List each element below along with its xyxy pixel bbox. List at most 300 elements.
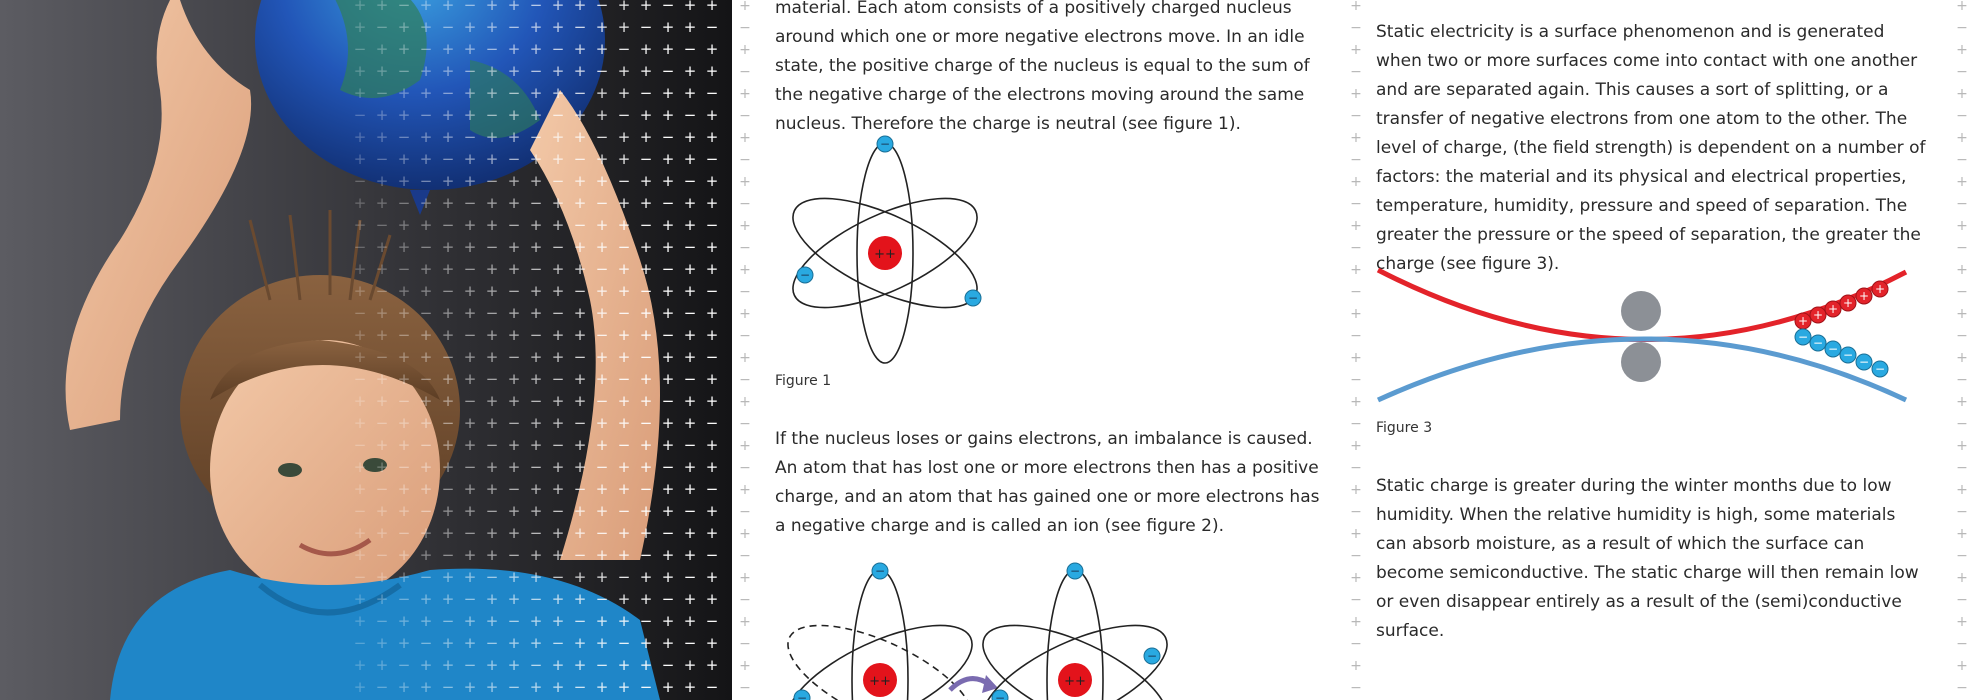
right-column-bottom [1376, 472, 1931, 646]
pattern-glyph: − [617, 304, 631, 322]
pattern-glyph: − [573, 282, 587, 300]
pattern-glyph: + [353, 260, 367, 278]
pattern-glyph: + [397, 84, 411, 102]
pattern-glyph: − [375, 150, 389, 168]
pattern-glyph: − [617, 40, 631, 58]
pattern-glyph: − [551, 634, 565, 652]
pattern-glyph: − [617, 568, 631, 586]
pattern-glyph: + [441, 128, 455, 146]
pattern-glyph: + [1350, 438, 1362, 454]
pattern-glyph: + [595, 304, 609, 322]
pattern-glyph: − [683, 40, 697, 58]
negative-charge-sign: − [1827, 342, 1839, 356]
pattern-glyph: − [661, 194, 675, 212]
pattern-glyph: + [419, 62, 433, 80]
pattern-glyph: − [397, 194, 411, 212]
pattern-glyph: + [661, 436, 675, 454]
pattern-glyph: + [617, 458, 631, 476]
pattern-glyph: + [661, 546, 675, 564]
pattern-glyph: + [353, 150, 367, 168]
pattern-glyph: + [595, 634, 609, 652]
pattern-glyph: + [485, 612, 499, 630]
pattern-glyph: + [705, 0, 719, 14]
pattern-glyph: + [441, 656, 455, 674]
pattern-glyph: + [375, 524, 389, 542]
pattern-glyph: + [1350, 570, 1362, 586]
pattern-glyph: + [485, 348, 499, 366]
pattern-glyph: − [1350, 240, 1362, 256]
pattern-glyph: − [397, 0, 411, 14]
pattern-glyph: + [595, 282, 609, 300]
pattern-glyph: + [419, 524, 433, 542]
pattern-glyph: − [485, 106, 499, 124]
pattern-glyph: + [617, 260, 631, 278]
pattern-glyph: − [595, 656, 609, 674]
pattern-glyph: − [507, 348, 521, 366]
pattern-glyph: + [739, 438, 751, 454]
pattern-glyph: + [529, 172, 543, 190]
pattern-glyph: − [529, 656, 543, 674]
pattern-glyph: + [551, 458, 565, 476]
pattern-glyph: − [441, 18, 455, 36]
pattern-glyph: + [595, 150, 609, 168]
pattern-glyph: + [507, 260, 521, 278]
pattern-glyph: + [639, 370, 653, 388]
pattern-glyph: − [705, 84, 719, 102]
pattern-glyph: − [551, 238, 565, 256]
pattern-glyph: + [573, 0, 587, 14]
pattern-glyph: + [419, 590, 433, 608]
figure-2-ions [780, 560, 1180, 700]
pattern-glyph: − [639, 414, 653, 432]
pattern-glyph: + [353, 480, 367, 498]
pattern-glyph: + [683, 392, 697, 410]
paragraph-atom-structure: material. Each atom consists of a positively charged nucleus around which one or more negative electrons move. In an idle state, the positive charge of the nucleus is equal to the sum of the negative charge of the electrons moving around the same nucleus. Therefore the charge is neutral (see figure 1). [775, 0, 1310, 134]
pattern-glyph: + [485, 84, 499, 102]
pattern-glyph: + [353, 326, 367, 344]
pattern-glyph: + [639, 326, 653, 344]
pattern-glyph: − [419, 436, 433, 454]
pattern-glyph: − [397, 128, 411, 146]
pattern-glyph: + [661, 612, 675, 630]
pattern-glyph: + [375, 656, 389, 674]
pattern-glyph: − [419, 568, 433, 586]
pattern-glyph: − [463, 194, 477, 212]
pattern-glyph: − [507, 84, 521, 102]
pattern-glyph: + [375, 238, 389, 256]
pattern-glyph: + [595, 216, 609, 234]
pattern-glyph: + [705, 524, 719, 542]
pattern-glyph: + [375, 172, 389, 190]
pattern-glyph: + [551, 62, 565, 80]
pattern-glyph: + [551, 546, 565, 564]
pattern-glyph: − [375, 282, 389, 300]
pattern-glyph: − [353, 40, 367, 58]
pattern-glyph: − [441, 678, 455, 696]
pattern-glyph: + [485, 524, 499, 542]
pattern-glyph: + [617, 590, 631, 608]
pattern-glyph: − [639, 546, 653, 564]
pattern-glyph: + [419, 678, 433, 696]
pattern-glyph: + [573, 238, 587, 256]
pattern-glyph: − [639, 480, 653, 498]
pattern-glyph: + [485, 62, 499, 80]
pattern-glyph: − [419, 172, 433, 190]
pattern-glyph: − [1956, 196, 1968, 212]
pattern-glyph: − [683, 502, 697, 520]
pattern-glyph: + [595, 480, 609, 498]
pattern-glyph: + [353, 0, 367, 14]
pattern-glyph: − [595, 458, 609, 476]
pattern-glyph: + [353, 282, 367, 300]
pattern-glyph: + [419, 128, 433, 146]
pattern-glyph: − [551, 106, 565, 124]
pattern-glyph: + [551, 18, 565, 36]
pattern-glyph: + [463, 678, 477, 696]
pattern-glyph: + [397, 414, 411, 432]
pattern-glyph: − [705, 414, 719, 432]
pattern-glyph: + [1350, 0, 1362, 14]
pattern-glyph: + [485, 216, 499, 234]
pattern-glyph: + [375, 40, 389, 58]
pattern-glyph: + [683, 590, 697, 608]
pattern-glyph: + [551, 348, 565, 366]
pattern-glyph: + [375, 326, 389, 344]
pattern-glyph: + [463, 568, 477, 586]
pattern-glyph: − [683, 436, 697, 454]
pattern-glyph: − [661, 62, 675, 80]
pattern-glyph: − [485, 172, 499, 190]
pattern-glyph: + [419, 546, 433, 564]
pattern-glyph: − [1956, 460, 1968, 476]
pattern-glyph: + [419, 18, 433, 36]
pattern-glyph: − [551, 304, 565, 322]
pattern-glyph: + [639, 568, 653, 586]
pattern-glyph: + [705, 40, 719, 58]
electron-sign: − [796, 691, 808, 700]
pattern-glyph: − [419, 40, 433, 58]
pattern-glyph: + [375, 392, 389, 410]
pattern-glyph: + [419, 458, 433, 476]
pattern-glyph: − [1350, 636, 1362, 652]
pattern-glyph: + [375, 62, 389, 80]
pattern-glyph: − [441, 414, 455, 432]
pattern-glyph: + [661, 414, 675, 432]
pattern-glyph: − [739, 372, 751, 388]
pattern-glyph: − [573, 480, 587, 498]
pattern-glyph: + [353, 524, 367, 542]
pattern-glyph: − [683, 304, 697, 322]
pattern-glyph: + [353, 348, 367, 366]
pattern-glyph: + [419, 282, 433, 300]
pattern-glyph: + [507, 392, 521, 410]
pattern-glyph: − [739, 64, 751, 80]
electron-sign: − [799, 268, 811, 282]
pattern-glyph: + [507, 194, 521, 212]
pattern-glyph: + [463, 282, 477, 300]
pattern-glyph: + [639, 590, 653, 608]
pattern-glyph: − [529, 0, 543, 14]
pattern-glyph: − [683, 568, 697, 586]
pattern-glyph: − [529, 524, 543, 542]
pattern-glyph: + [595, 546, 609, 564]
pattern-glyph: − [375, 546, 389, 564]
pattern-glyph: + [1956, 218, 1968, 234]
pattern-glyph: + [739, 262, 751, 278]
pattern-glyph: + [705, 392, 719, 410]
figure-1-caption: Figure 1 [775, 373, 832, 389]
pattern-glyph: + [397, 436, 411, 454]
pattern-glyph: − [1956, 20, 1968, 36]
pattern-glyph: − [595, 62, 609, 80]
negative-charge-sign: − [1874, 362, 1886, 376]
pattern-glyph: + [485, 150, 499, 168]
pattern-glyph: + [375, 502, 389, 520]
pattern-glyph: + [551, 590, 565, 608]
pattern-glyph: − [397, 326, 411, 344]
pattern-glyph: − [463, 524, 477, 542]
pattern-glyph: + [353, 612, 367, 630]
pattern-glyph: + [617, 348, 631, 366]
pattern-glyph: − [1956, 284, 1968, 300]
electron-sign: − [1146, 649, 1158, 663]
pattern-glyph: + [573, 128, 587, 146]
pattern-glyph: + [739, 526, 751, 542]
pattern-glyph: − [507, 282, 521, 300]
pattern-glyph: + [617, 194, 631, 212]
pattern-glyph: + [485, 260, 499, 278]
pattern-glyph: − [507, 414, 521, 432]
pattern-glyph: + [375, 128, 389, 146]
figure-3-separation [1376, 258, 1916, 418]
pattern-glyph: − [573, 414, 587, 432]
pattern-glyph: + [529, 370, 543, 388]
pattern-glyph: − [375, 678, 389, 696]
pattern-glyph: − [739, 284, 751, 300]
pattern-glyph: + [639, 634, 653, 652]
pattern-glyph: − [375, 18, 389, 36]
pattern-glyph: + [661, 238, 675, 256]
pattern-glyph: − [1350, 20, 1362, 36]
pattern-glyph: − [739, 680, 751, 696]
pattern-glyph: + [353, 128, 367, 146]
pattern-glyph: + [397, 150, 411, 168]
pattern-glyph: + [507, 458, 521, 476]
pattern-glyph: + [595, 84, 609, 102]
positive-charge-sign: + [1842, 296, 1854, 310]
pattern-glyph: + [739, 42, 751, 58]
pattern-glyph: + [397, 216, 411, 234]
pattern-glyph: − [573, 546, 587, 564]
pattern-glyph: + [705, 634, 719, 652]
pattern-glyph: + [573, 40, 587, 58]
pattern-glyph: + [353, 18, 367, 36]
pattern-glyph: − [705, 612, 719, 630]
pattern-glyph: − [1350, 64, 1362, 80]
pattern-glyph: + [441, 436, 455, 454]
pattern-glyph: + [441, 106, 455, 124]
pattern-glyph: − [573, 678, 587, 696]
pattern-glyph: − [485, 304, 499, 322]
pattern-glyph: + [375, 590, 389, 608]
pattern-glyph: + [595, 106, 609, 124]
pattern-glyph: + [551, 656, 565, 674]
pattern-glyph: + [595, 414, 609, 432]
pattern-glyph: − [397, 590, 411, 608]
pattern-glyph: + [463, 436, 477, 454]
pattern-glyph: + [1350, 42, 1362, 58]
pattern-glyph: + [639, 392, 653, 410]
pattern-glyph: − [1350, 416, 1362, 432]
pattern-glyph: − [705, 546, 719, 564]
paragraph-imbalance: If the nucleus loses or gains electrons, an imbalance is caused. An atom that has lost one or more electrons then has a positive charge, and an atom that has gained one or more electrons has a negative charge and is called an ion (see figure 2). [775, 429, 1320, 536]
pattern-glyph: + [639, 62, 653, 80]
pattern-glyph: + [353, 678, 367, 696]
pattern-glyph: − [551, 172, 565, 190]
pattern-glyph: + [1956, 130, 1968, 146]
pattern-glyph: + [419, 84, 433, 102]
pattern-glyph: + [529, 216, 543, 234]
pattern-glyph: + [463, 18, 477, 36]
pattern-glyph: + [661, 304, 675, 322]
pattern-glyph: − [353, 106, 367, 124]
pattern-glyph: − [485, 40, 499, 58]
pattern-glyph: + [419, 392, 433, 410]
pattern-glyph: − [705, 18, 719, 36]
pattern-glyph: + [683, 18, 697, 36]
pattern-glyph: + [617, 678, 631, 696]
pattern-glyph: − [353, 370, 367, 388]
pattern-glyph: + [573, 62, 587, 80]
pattern-glyph: − [419, 370, 433, 388]
pattern-glyph: − [661, 0, 675, 14]
pattern-glyph: + [639, 436, 653, 454]
pattern-glyph: + [419, 0, 433, 14]
pattern-glyph: + [529, 568, 543, 586]
figure-1-atom [780, 130, 990, 370]
pattern-glyph: + [507, 436, 521, 454]
pattern-glyph: + [1956, 438, 1968, 454]
pattern-glyph: − [739, 636, 751, 652]
pattern-glyph: + [397, 634, 411, 652]
pattern-glyph: − [595, 326, 609, 344]
pattern-glyph: + [661, 216, 675, 234]
pattern-glyph: + [353, 656, 367, 674]
pattern-glyph: + [573, 172, 587, 190]
pattern-glyph: + [1350, 658, 1362, 674]
pattern-glyph: + [529, 480, 543, 498]
pattern-glyph: + [1350, 262, 1362, 278]
pattern-glyph: − [617, 634, 631, 652]
pattern-glyph: + [661, 172, 675, 190]
pattern-glyph: + [1956, 394, 1968, 410]
pattern-glyph: + [739, 0, 751, 14]
pattern-glyph: + [485, 18, 499, 36]
pattern-glyph: + [485, 282, 499, 300]
pattern-glyph: + [683, 216, 697, 234]
pattern-glyph: + [705, 260, 719, 278]
pattern-glyph: + [463, 634, 477, 652]
pattern-glyph: + [739, 482, 751, 498]
pattern-glyph: + [375, 304, 389, 322]
pattern-glyph: + [375, 458, 389, 476]
pattern-glyph: + [441, 40, 455, 58]
pattern-glyph: − [529, 590, 543, 608]
pattern-glyph: + [739, 306, 751, 322]
pattern-glyph: + [551, 128, 565, 146]
pattern-glyph: − [507, 612, 521, 630]
pattern-glyph: + [573, 634, 587, 652]
pattern-glyph: + [661, 568, 675, 586]
pattern-glyph: + [507, 326, 521, 344]
pattern-glyph: + [661, 150, 675, 168]
pattern-glyph: + [573, 436, 587, 454]
pattern-glyph: + [551, 414, 565, 432]
pattern-glyph: + [705, 590, 719, 608]
pattern-glyph: − [617, 238, 631, 256]
pattern-glyph: + [441, 370, 455, 388]
pattern-glyph: + [617, 216, 631, 234]
pattern-glyph: + [463, 612, 477, 630]
pattern-glyph: + [551, 194, 565, 212]
electron-sign: − [879, 137, 891, 151]
pattern-glyph: − [1956, 108, 1968, 124]
pattern-glyph: + [639, 172, 653, 190]
pattern-glyph: + [419, 656, 433, 674]
pattern-glyph: + [397, 348, 411, 366]
pattern-glyph: + [617, 128, 631, 146]
separator-strip-right [1952, 0, 1972, 700]
pattern-glyph: − [595, 524, 609, 542]
pattern-glyph: + [1956, 526, 1968, 542]
pattern-glyph: + [507, 62, 521, 80]
pattern-glyph: + [617, 62, 631, 80]
pattern-glyph: + [485, 194, 499, 212]
pattern-glyph: + [375, 436, 389, 454]
pattern-glyph: + [419, 326, 433, 344]
pattern-glyph: + [617, 0, 631, 14]
pattern-glyph: + [397, 282, 411, 300]
pattern-glyph: − [661, 260, 675, 278]
pattern-glyph: + [617, 18, 631, 36]
pattern-glyph: + [595, 568, 609, 586]
pattern-glyph: − [1350, 328, 1362, 344]
negative-charge-sign: − [1812, 336, 1824, 350]
pattern-glyph: − [485, 370, 499, 388]
pattern-glyph: + [1350, 614, 1362, 630]
pattern-glyph: + [375, 0, 389, 14]
pattern-glyph: + [705, 436, 719, 454]
pattern-glyph: + [595, 502, 609, 520]
pattern-glyph: + [529, 150, 543, 168]
pattern-glyph: − [485, 568, 499, 586]
pattern-glyph: + [573, 392, 587, 410]
pattern-glyph: − [661, 590, 675, 608]
pattern-glyph: + [375, 106, 389, 124]
pattern-glyph: + [463, 348, 477, 366]
pattern-glyph: + [551, 524, 565, 542]
pattern-glyph: − [573, 612, 587, 630]
pattern-glyph: + [507, 172, 521, 190]
upper-roller [1621, 291, 1661, 331]
pattern-glyph: − [441, 480, 455, 498]
pattern-glyph: + [353, 590, 367, 608]
pattern-glyph: − [683, 172, 697, 190]
pattern-glyph: − [573, 150, 587, 168]
pattern-glyph: + [617, 414, 631, 432]
pattern-glyph: + [661, 480, 675, 498]
pattern-glyph: − [353, 502, 367, 520]
